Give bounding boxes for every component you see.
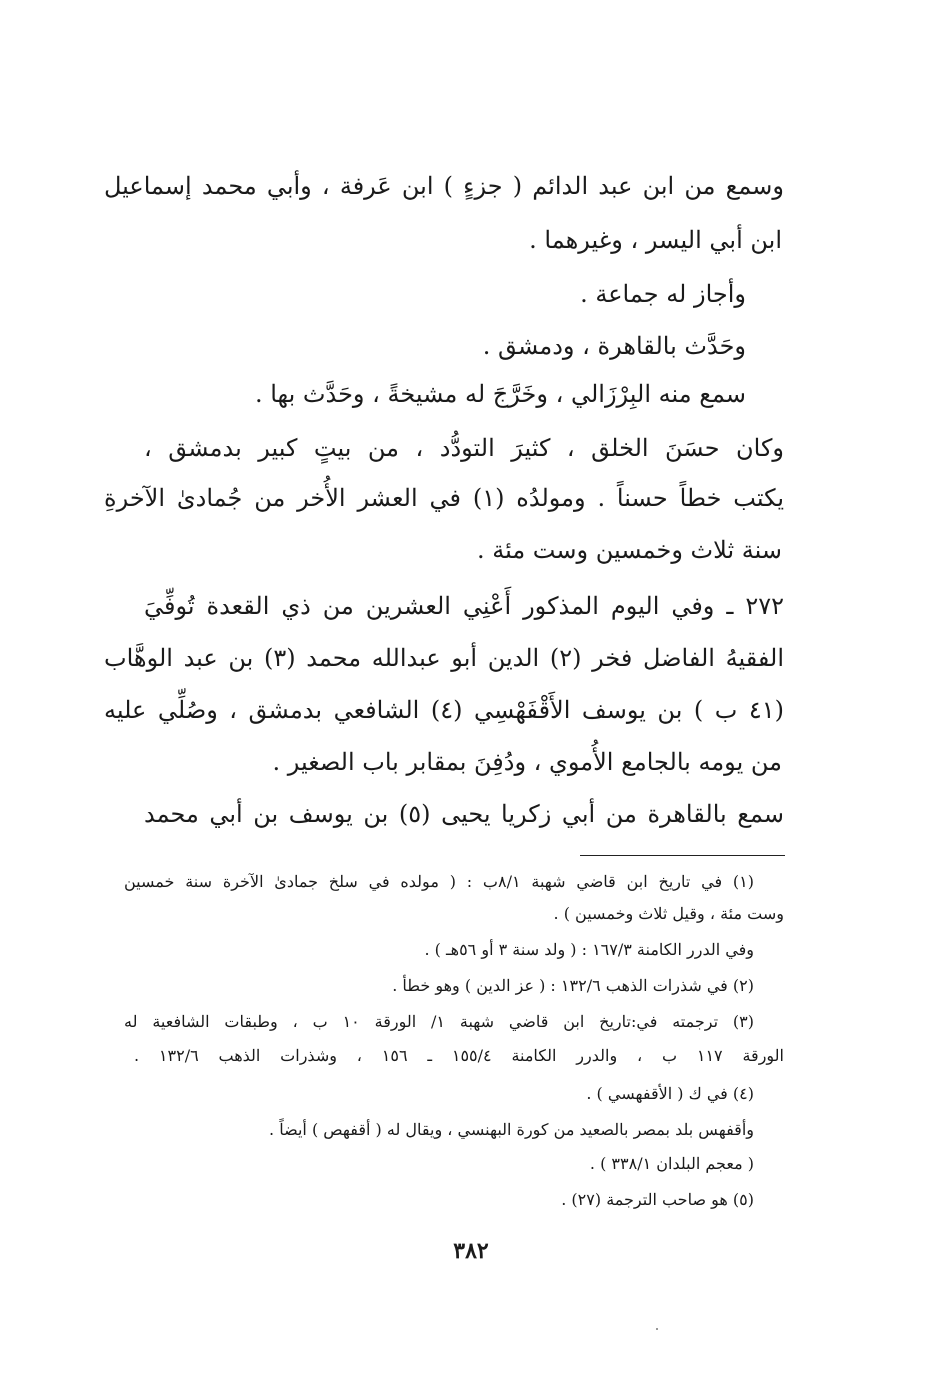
footnote-2: (٢) في شذرات الذهب ١٣٢/٦ : ( عز الدين ) وهو خطأ . bbox=[392, 976, 754, 995]
scan-speck bbox=[656, 1328, 658, 1330]
body-line-13: سمع بالقاهرة من أبي زكريا يحيى (٥) بن يوسف بن أبي محمد bbox=[144, 800, 784, 828]
footnote-1-line-1: (١) في تاريخ ابن قاضي شهبة ٨/١ب : ( مولده في سلخ جمادىٰ الآخرة سنة خمسين bbox=[124, 872, 755, 891]
body-line-2: ابن أبي اليسر ، وغيرهما . bbox=[529, 226, 782, 254]
body-line-8: سنة ثلاث وخمسين وست مئة . bbox=[476, 536, 782, 564]
footnote-1-line-2: وست مئة ، وقيل ثلاث وخمسين ) . bbox=[553, 904, 784, 923]
body-line-10: الفقيهُ الفاضل فخر (٢) الدين أبو عبدالله محمد (٣) بن عبد الوهَّاب bbox=[104, 644, 784, 672]
body-line-1: وسمع من ابن عبد الدائم ( جزءٍ ) ابن عَرفة ، وأبي محمد إسماعيل bbox=[104, 172, 784, 200]
footnote-4-line-3: ( معجم البلدان ٣٣٨/١ ) . bbox=[589, 1154, 754, 1173]
entry-272-heading-line: ٢٧٢ ـ وفي اليوم المذكور أَعْنِي العشرين من ذي القعدة تُوفِّيَ bbox=[144, 592, 784, 620]
body-line-3: وأجاز له جماعة . bbox=[580, 280, 746, 308]
body-line-7: يكتب خطاً حسناً . ومولدُه (١) في العشر الأُخر من جُمادىٰ الآخرةِ bbox=[104, 484, 785, 512]
body-line-12: من يومه بالجامع الأُموي ، ودُفِنَ بمقابر باب الصغير . bbox=[272, 748, 782, 776]
footnote-4-line-1: (٤) في ك ( الأقفهسي ) . bbox=[586, 1084, 754, 1103]
body-line-11: (٤١ ب ) بن يوسف الأَقْفَهْسِي (٤) الشافعي بدمشق ، وصُلِّي عليه bbox=[104, 696, 784, 724]
body-line-6: وكان حسَنَ الخلق ، كثيرَ التودُّد ، من بيتٍ كبير بدمشق ، bbox=[144, 434, 784, 462]
footnote-3-line-2: الورقة ١١٧ ب ، والدرر الكامنة ١٥٥/٤ ـ ١٥٦ ، وشذرات الذهب ١٣٢/٦ . bbox=[134, 1046, 784, 1065]
page-number: ٣٨٢ bbox=[453, 1238, 489, 1264]
footnote-1-line-3: وفي الدرر الكامنة ١٦٧/٣ : ( ولد سنة ٣ أو ٥٦هـ ) . bbox=[424, 940, 754, 959]
footnote-4-line-2: وأقفهس بلد بمصر بالصعيد من كورة البهنسي ، ويقال له ( أقفهص ) أيضاً . bbox=[269, 1120, 754, 1139]
body-line-4: وحَدَّث بالقاهرة ، ودمشق . bbox=[482, 332, 746, 360]
footnote-separator bbox=[580, 855, 785, 856]
footnote-3-line-1: (٣) ترجمته في:تاريخ ابن قاضي شهبة ١/ الورقة ١٠ ب ، وطبقات الشافعية له bbox=[124, 1012, 755, 1031]
body-line-5: سمع منه البِرْزَالي ، وخَرَّجَ له مشيخةً ، وحَدَّث بها . bbox=[254, 380, 746, 408]
footnote-5: (٥) هو صاحب الترجمة (٢٧) . bbox=[561, 1190, 754, 1209]
